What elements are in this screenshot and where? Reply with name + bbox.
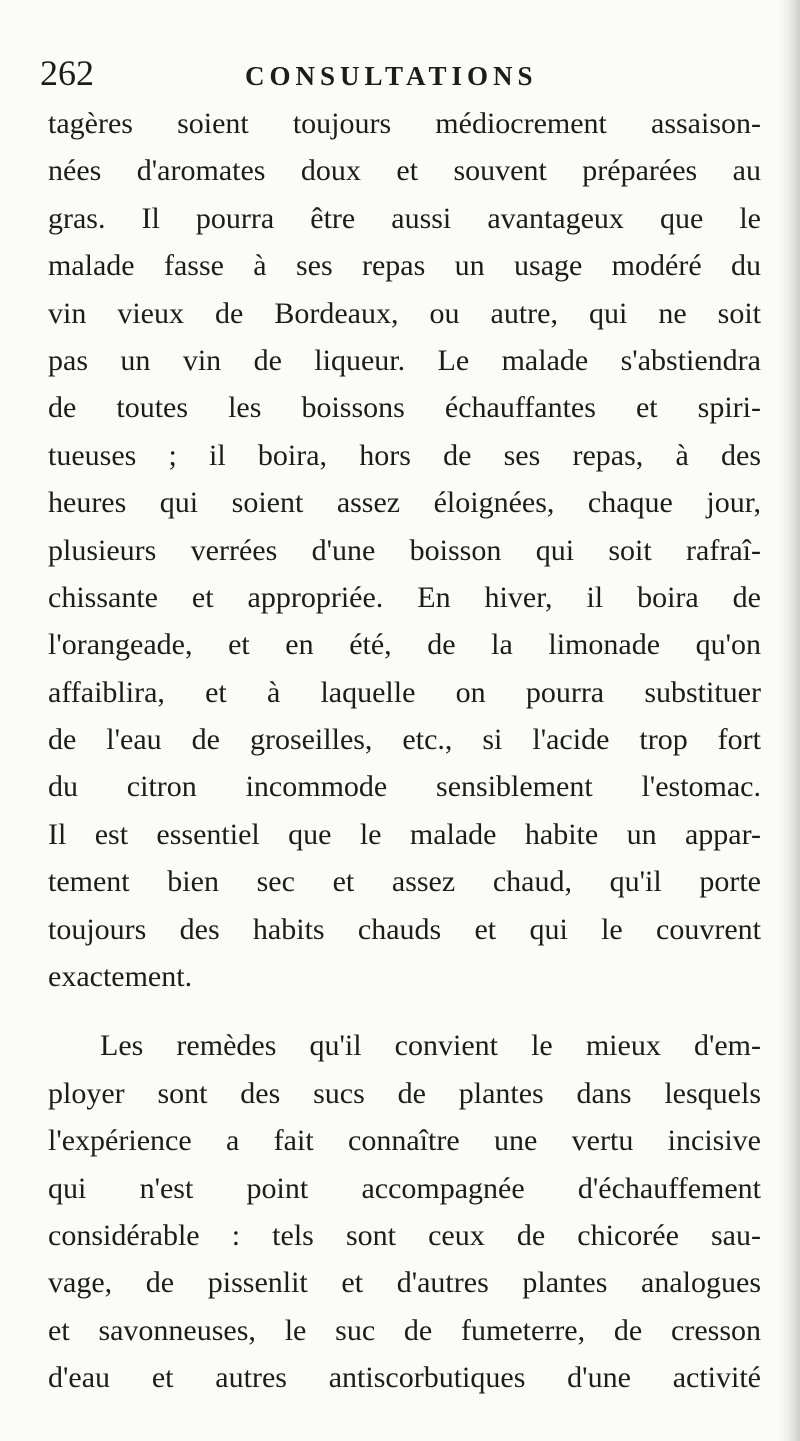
page-edge-shadow — [778, 0, 800, 1441]
text-line: et savonneuses, le suc de fumeterre, de cresson — [48, 1313, 761, 1347]
text-line: affaiblira, et à laquelle on pourra substituer — [48, 675, 761, 709]
page-number: 262 — [40, 53, 94, 93]
text-line: Les remèdes qu'il convient le mieux d'em- — [100, 1029, 761, 1063]
text-line: ployer sont des sucs de plantes dans lesquels — [48, 1076, 761, 1110]
text-line: plusieurs verrées d'une boisson qui soit rafraî- — [48, 533, 761, 567]
text-line: exactement. — [48, 960, 193, 994]
text-line: toujours des habits chauds et qui le couvrent — [48, 912, 761, 946]
text-line: tement bien sec et assez chaud, qu'il porte — [48, 865, 761, 899]
text-line: heures qui soient assez éloignées, chaque jour, — [48, 486, 761, 520]
text-line: de l'eau de groseilles, etc., si l'acide trop fort — [48, 723, 761, 757]
text-line: qui n'est point accompagnée d'échauffement — [48, 1171, 761, 1205]
text-line: l'expérience a fait connaître une vertu incisive — [48, 1124, 761, 1158]
running-title: CONSULTATIONS — [245, 61, 538, 91]
text-line: Il est essentiel que le malade habite un appar- — [48, 817, 761, 851]
page-header — [40, 48, 760, 98]
text-line: vin vieux de Bordeaux, ou autre, qui ne soit — [48, 296, 761, 330]
text-line: d'eau et autres antiscorbutiques d'une activité — [48, 1361, 761, 1395]
text-line: pas un vin de liqueur. Le malade s'abstiendra — [48, 343, 761, 377]
text-line: nées d'aromates doux et souvent préparées au — [48, 154, 761, 188]
text-line: du citron incommode sensiblement l'estomac. — [48, 770, 761, 804]
text-line: tagères soient toujours médiocrement assaison- — [48, 107, 761, 140]
text-line: de toutes les boissons échauffantes et spiri- — [48, 391, 761, 425]
text-line: vage, de pissenlit et d'autres plantes analogues — [48, 1266, 761, 1300]
text-line: chissante et appropriée. En hiver, il boira de — [48, 580, 761, 614]
text-line: tueuses ; il boira, hors de ses repas, à des — [48, 438, 761, 472]
body-text — [48, 100, 761, 1402]
text-line: malade fasse à ses repas un usage modéré du — [48, 249, 761, 283]
text-line: l'orangeade, et en été, de la limonade qu'on — [48, 628, 761, 662]
text-line: considérable : tels sont ceux de chicorée sau- — [48, 1218, 761, 1252]
text-line: gras. Il pourra être aussi avantageux que le — [48, 201, 761, 235]
